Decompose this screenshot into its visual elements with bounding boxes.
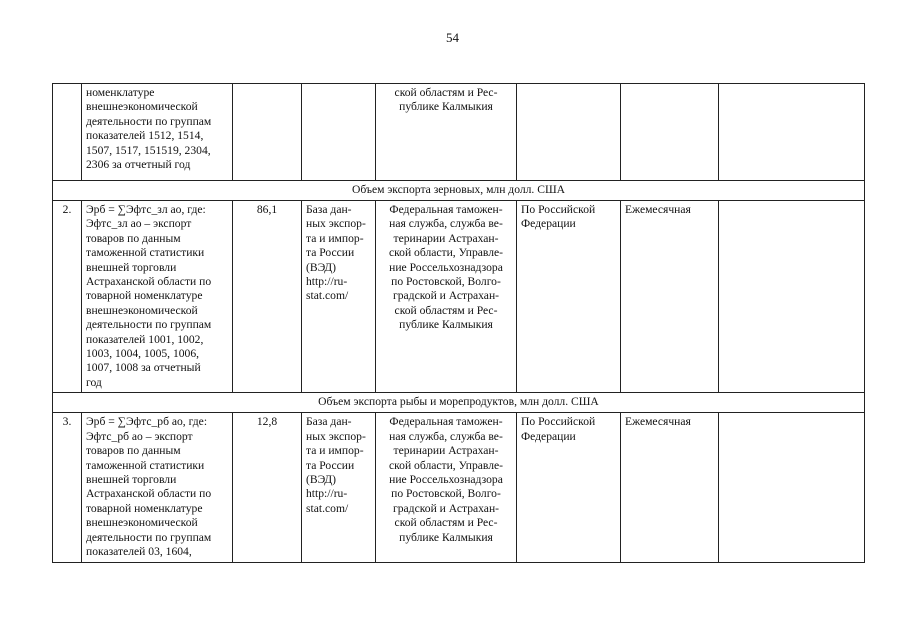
value-cell: 12,8 [233, 413, 302, 563]
level-cell [517, 84, 621, 181]
note-cell [719, 201, 865, 393]
source-cell: База дан- ных экспор- та и импор- та России (ВЭД) http://ru- stat.com/ [302, 201, 376, 393]
organizations-cell: Федеральная таможен- ная служба, служба ве- теринарии Астрахан- ской области, Управле- ние Россельхознадзора по Ростовской, Волго- градской и Астрахан- ской областям и Рес- публике Калмыкия [376, 201, 517, 393]
section-title: Объем экспорта зерновых, млн долл. США [53, 181, 865, 201]
frequency-cell: Ежемесячная [621, 201, 719, 393]
frequency-cell: Ежемесячная [621, 413, 719, 563]
row-number-cell: 3. [53, 413, 82, 563]
note-cell [719, 84, 865, 181]
section-header-row [53, 181, 865, 201]
table-row [53, 413, 865, 563]
indicators-table [52, 83, 865, 563]
organizations-cell: ской областям и Рес- публике Калмыкия [376, 84, 517, 181]
frequency-cell [621, 84, 719, 181]
formula-description-cell: номенклатуре внешнеэкономической деятельности по группам показателей 1512, 1514, 1507, 1517, 151519, 2304, 2306 за отчетный год [82, 84, 233, 181]
section-header-row [53, 393, 865, 413]
row-number-cell: 2. [53, 201, 82, 393]
source-cell: База дан- ных экспор- та и импор- та России (ВЭД) http://ru- stat.com/ [302, 413, 376, 563]
table-row [53, 84, 865, 181]
section-title: Объем экспорта рыбы и морепродуктов, млн долл. США [53, 393, 865, 413]
formula-description-cell: Эрб = ∑Эфтс_зл ао, где: Эфтс_зл ао – экспорт товаров по данным таможенной статистики внешней торговли Астраханской области по товарной номенклатуре внешнеэкономической деятельности по группам показателей 1001, 1002, 1003, 1004, 1005, 1006, 1007, 1008 за отчетный год [82, 201, 233, 393]
value-cell: 86,1 [233, 201, 302, 393]
page-number: 54 [446, 30, 459, 45]
value-cell [233, 84, 302, 181]
level-cell: По Российской Федерации [517, 413, 621, 563]
organizations-cell: Федеральная таможен- ная служба, служба ве- теринарии Астрахан- ской области, Управле- ние Россельхознадзора по Ростовской, Волго- градской и Астрахан- ской областям и Рес- публике Калмыкия [376, 413, 517, 563]
table-row [53, 201, 865, 393]
formula-description-cell: Эрб = ∑Эфтс_рб ао, где: Эфтс_рб ао – экспорт товаров по данным таможенной статистики внешней торговли Астраханской области по товарной номенклатуре внешнеэкономической деятельности по группам показателей 03, 1604, [82, 413, 233, 563]
level-cell: По Российской Федерации [517, 201, 621, 393]
source-cell [302, 84, 376, 181]
row-number-cell [53, 84, 82, 181]
note-cell [719, 413, 865, 563]
